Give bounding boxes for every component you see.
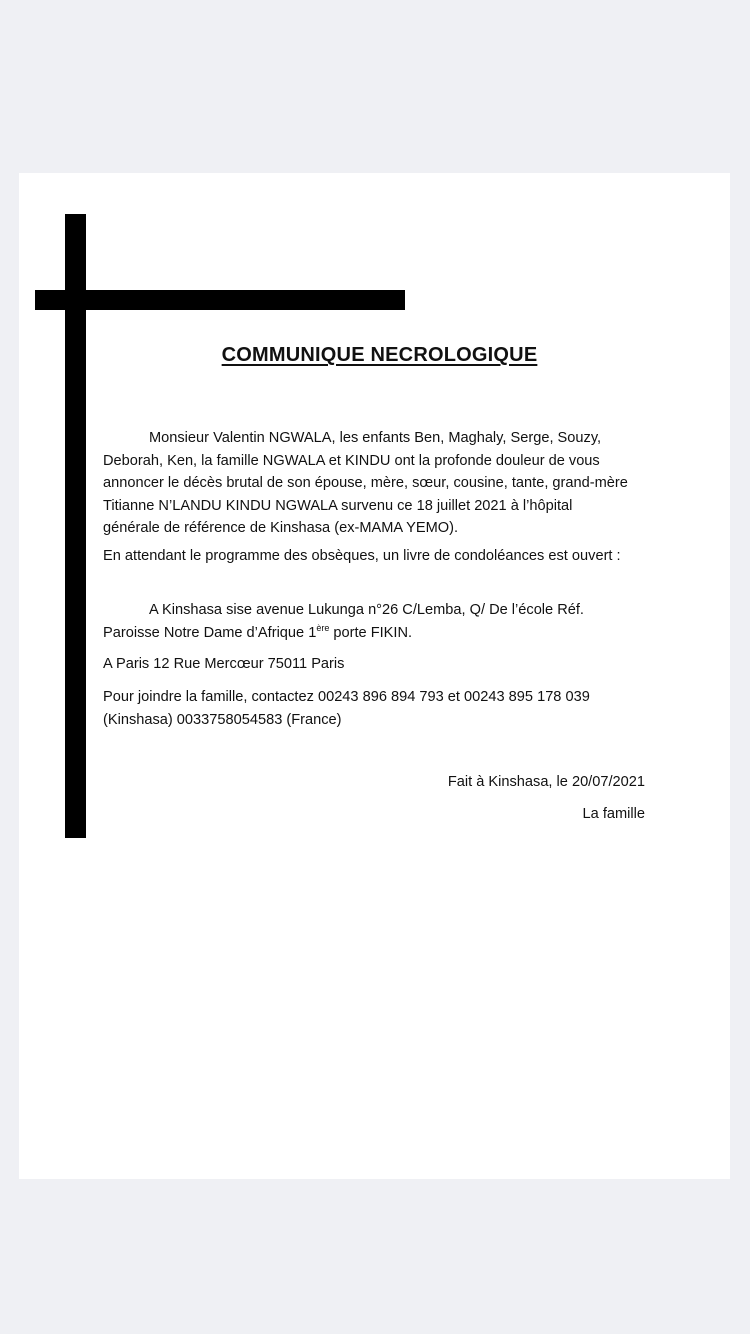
kinshasa-address-text: A Kinshasa sise avenue Lukunga n°26 C/Lemba, Q/ De l’école Réf. Paroisse Notre Dame d’Afrique 1 bbox=[103, 602, 584, 641]
ordinal-superscript: ère bbox=[316, 622, 330, 633]
family-contact: Pour joindre la famille, contactez 00243 896 894 793 et 00243 895 178 039 (Kinshasa) 0033758054583 (France) bbox=[103, 689, 590, 728]
place-and-date: Fait à Kinshasa, le 20/07/2021 bbox=[447, 774, 645, 790]
kinshasa-address bbox=[103, 599, 631, 644]
document-page bbox=[19, 173, 730, 1179]
cross-icon-horizontal-bar bbox=[35, 290, 405, 310]
condolence-book-paragraph: En attendant le programme des obsèques, un livre de condoléances est ouvert : bbox=[103, 548, 621, 564]
paris-address: A Paris 12 Rue Mercœur 75011 Paris bbox=[103, 656, 345, 672]
announcement-paragraph: Monsieur Valentin NGWALA, les enfants Ben, Maghaly, Serge, Souzy, Deborah, Ken, la famille NGWALA et KINDU ont la profonde douleur de vous annoncer le décès brutal de son épouse, mère, sœur, cousine, tante, grand-mère Titianne N’LANDU KINDU NGWALA survenu ce 18 juillet 2021 à l’hôpital générale de référence de Kinshasa (ex-MAMA YEMO). bbox=[103, 430, 628, 536]
document-title: COMMUNIQUE NECROLOGIQUE bbox=[221, 344, 538, 366]
kinshasa-address-end: porte FIKIN. bbox=[329, 624, 413, 641]
signature: La famille bbox=[582, 806, 645, 822]
